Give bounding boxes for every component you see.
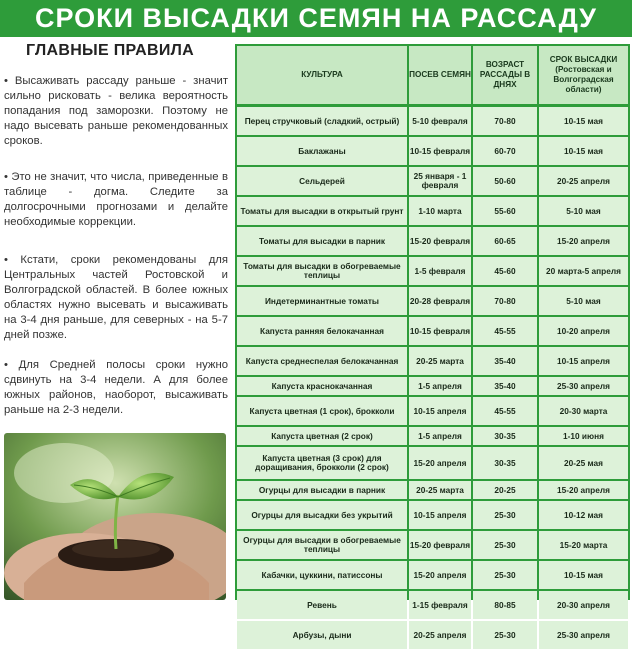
age-cell: 25-30	[473, 501, 537, 529]
planting-cell: 15-20 апреля	[539, 481, 628, 499]
sowing-cell: 15-20 февраля	[409, 227, 471, 255]
age-cell: 35-40	[473, 347, 537, 375]
rule-paragraph-4: • Для Средней полосы сроки нужно сдвинуть на 3-4 недели. А для более южных районов, наоборот, высаживать раньше на 2-3 недели.	[4, 359, 228, 416]
planting-cell: 10-15 мая	[539, 107, 628, 135]
sowing-cell: 1-5 февраля	[409, 257, 471, 285]
header-sowing: ПОСЕВ СЕМЯН	[409, 46, 471, 104]
sowing-cell: 5-10 февраля	[409, 107, 471, 135]
age-cell: 45-60	[473, 257, 537, 285]
crop-cell: Сельдерей	[237, 167, 407, 195]
crop-cell: Кабачки, цуккини, патиссоны	[237, 561, 407, 589]
sowing-cell: 15-20 февраля	[409, 531, 471, 559]
planting-cell: 10-15 апреля	[539, 347, 628, 375]
planting-cell: 15-20 марта	[539, 531, 628, 559]
sowing-cell: 1-5 апреля	[409, 427, 471, 445]
sowing-cell: 20-25 апреля	[409, 621, 471, 649]
table-row	[235, 426, 630, 446]
age-cell: 45-55	[473, 397, 537, 425]
planting-cell: 10-12 мая	[539, 501, 628, 529]
crop-cell: Капуста цветная (3 срок) для доращивания, брокколи (2 срок)	[237, 447, 407, 479]
crop-cell: Томаты для высадки в открытый грунт	[237, 197, 407, 225]
planting-schedule-table	[235, 44, 630, 640]
sowing-cell: 20-28 февраля	[409, 287, 471, 315]
crop-cell: Огурцы для высадки в парник	[237, 481, 407, 499]
crop-cell: Огурцы для высадки в обогреваемые теплицы	[237, 531, 407, 559]
rule-paragraph-2: • Это не значит, что числа, приведенные в таблице - догма. Следите за долгосрочными прогнозами и делайте необходимые коррекции.	[4, 171, 228, 228]
table-row	[235, 590, 630, 620]
sowing-cell: 20-25 марта	[409, 347, 471, 375]
planting-cell: 25-30 апреля	[539, 621, 628, 649]
sowing-cell: 1-15 февраля	[409, 591, 471, 619]
age-cell: 30-35	[473, 447, 537, 479]
crop-cell: Капуста ранняя белокачанная	[237, 317, 407, 345]
age-cell: 60-70	[473, 137, 537, 165]
age-cell: 35-40	[473, 377, 537, 395]
crop-cell: Томаты для высадки в обогреваемые теплицы	[237, 257, 407, 285]
table-row	[235, 530, 630, 560]
header-seedling-age: ВОЗРАСТ РАССАДЫ В ДНЯХ	[473, 46, 537, 104]
age-cell: 70-80	[473, 287, 537, 315]
crop-cell: Капуста среднеспелая белокачанная	[237, 347, 407, 375]
table-body	[235, 106, 630, 650]
planting-cell: 20-25 мая	[539, 447, 628, 479]
age-cell: 25-30	[473, 561, 537, 589]
table-row	[235, 196, 630, 226]
planting-cell: 5-10 мая	[539, 197, 628, 225]
table-row	[235, 136, 630, 166]
table-row	[235, 376, 630, 396]
table-row	[235, 346, 630, 376]
sowing-cell: 1-5 апреля	[409, 377, 471, 395]
table-row	[235, 446, 630, 480]
rules-heading: ГЛАВНЫЕ ПРАВИЛА	[26, 42, 194, 59]
table-header	[235, 44, 630, 106]
planting-cell: 15-20 апреля	[539, 227, 628, 255]
sowing-cell: 25 января - 1 февраля	[409, 167, 471, 195]
age-cell: 70-80	[473, 107, 537, 135]
sowing-cell: 10-15 апреля	[409, 397, 471, 425]
planting-cell: 20-30 апреля	[539, 591, 628, 619]
sowing-cell: 20-25 марта	[409, 481, 471, 499]
table-row	[235, 226, 630, 256]
age-cell: 50-60	[473, 167, 537, 195]
age-cell: 25-30	[473, 531, 537, 559]
table-row	[235, 480, 630, 500]
age-cell: 25-30	[473, 621, 537, 649]
planting-cell: 25-30 апреля	[539, 377, 628, 395]
planting-cell: 10-20 апреля	[539, 317, 628, 345]
table-row	[235, 500, 630, 530]
table-row	[235, 396, 630, 426]
table-row	[235, 316, 630, 346]
sowing-cell: 10-15 апреля	[409, 501, 471, 529]
sowing-cell: 10-15 февраля	[409, 317, 471, 345]
rule-paragraph-3: • Кстати, сроки рекомендованы для Центральных частей Ростовской и Волгоградской областей. В более южных областях нужно высевать и высаживать на 3-4 дня раньше, для северных - на 5-7 дней позже.	[4, 254, 228, 341]
crop-cell: Капуста цветная (1 срок), брокколи	[237, 397, 407, 425]
crop-cell: Огурцы для высадки без укрытий	[237, 501, 407, 529]
age-cell: 30-35	[473, 427, 537, 445]
seedling-in-hands-image	[4, 433, 226, 600]
sowing-cell: 15-20 апреля	[409, 561, 471, 589]
crop-cell: Индетерминантные томаты	[237, 287, 407, 315]
planting-cell: 10-15 мая	[539, 561, 628, 589]
header-planting-date: СРОК ВЫСАДКИ (Ростовская и Волгоградская области)	[539, 46, 628, 104]
page-title: СРОКИ ВЫСАДКИ СЕМЯН НА РАССАДУ	[0, 0, 632, 37]
sowing-cell: 10-15 февраля	[409, 137, 471, 165]
crop-cell: Томаты для высадки в парник	[237, 227, 407, 255]
age-cell: 60-65	[473, 227, 537, 255]
age-cell: 20-25	[473, 481, 537, 499]
sowing-cell: 15-20 апреля	[409, 447, 471, 479]
table-row	[235, 620, 630, 650]
header-crop: КУЛЬТУРА	[237, 46, 407, 104]
age-cell: 55-60	[473, 197, 537, 225]
crop-cell: Перец стручковый (сладкий, острый)	[237, 107, 407, 135]
table-row	[235, 286, 630, 316]
table-row	[235, 560, 630, 590]
planting-cell: 20-30 марта	[539, 397, 628, 425]
table-row	[235, 256, 630, 286]
crop-cell: Капуста краснокачанная	[237, 377, 407, 395]
crop-cell: Баклажаны	[237, 137, 407, 165]
planting-cell: 20-25 апреля	[539, 167, 628, 195]
crop-cell: Арбузы, дыни	[237, 621, 407, 649]
rule-paragraph-1: • Высаживать рассаду раньше - значит сильно рисковать - велика вероятность попадания под заморозки. Поэтому не надо высевать раньше рекомендованных сроков.	[4, 75, 228, 147]
table-row	[235, 166, 630, 196]
crop-cell: Ревень	[237, 591, 407, 619]
rules-panel	[0, 37, 232, 600]
crop-cell: Капуста цветная (2 срок)	[237, 427, 407, 445]
planting-cell: 20 марта-5 апреля	[539, 257, 628, 285]
age-cell: 80-85	[473, 591, 537, 619]
seedling-illustration	[4, 433, 226, 600]
planting-cell: 10-15 мая	[539, 137, 628, 165]
planting-cell: 5-10 мая	[539, 287, 628, 315]
age-cell: 45-55	[473, 317, 537, 345]
sowing-cell: 1-10 марта	[409, 197, 471, 225]
planting-cell: 1-10 июня	[539, 427, 628, 445]
table-row	[235, 106, 630, 136]
